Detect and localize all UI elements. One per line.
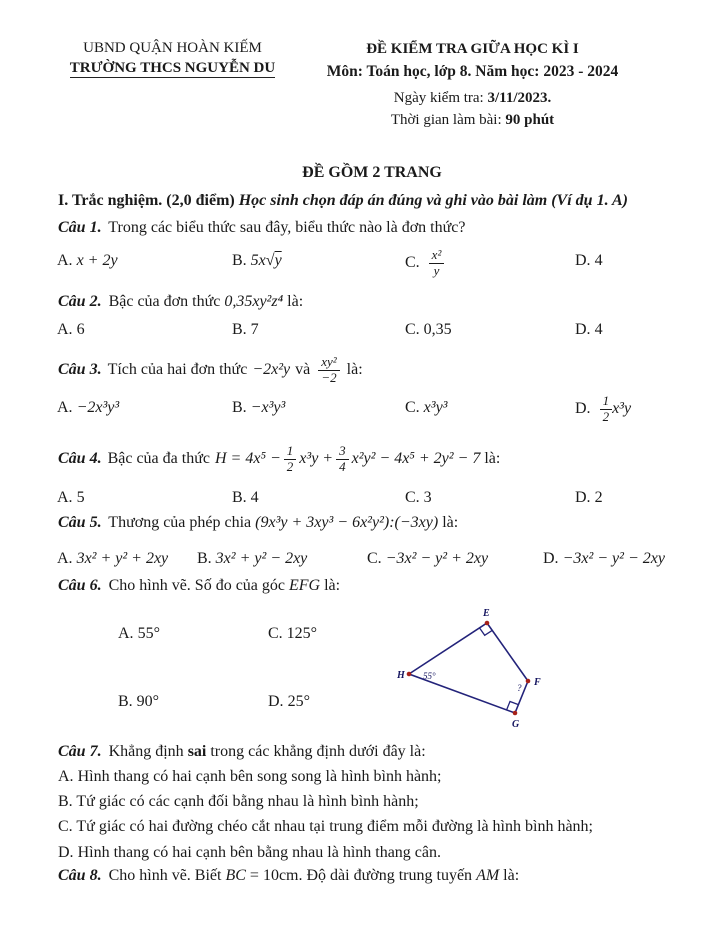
q2-option-a bbox=[57, 321, 85, 339]
q3-option-a bbox=[57, 399, 119, 417]
q4-option-c-value: 3 bbox=[423, 489, 432, 506]
question-7 bbox=[58, 743, 426, 761]
q1-option-b bbox=[232, 252, 282, 270]
q1-option-b-label: B. bbox=[232, 252, 247, 269]
question-4-expression-1: H = 4x⁵ − bbox=[214, 450, 281, 467]
question-7-label: Câu 7. bbox=[58, 743, 102, 760]
q5-option-c-value: −3x² − y² + 2xy bbox=[385, 550, 489, 567]
q1-option-a-value: x + 2y bbox=[76, 252, 118, 269]
vertex-label-f: F bbox=[534, 677, 541, 688]
q1-option-c-fraction bbox=[429, 248, 445, 279]
q2-option-d-value: 4 bbox=[594, 321, 603, 338]
question-4 bbox=[58, 439, 500, 479]
fraction-denominator: 2 bbox=[602, 408, 610, 424]
q3-option-a-value: −2x³y³ bbox=[76, 399, 120, 416]
question-3-label: Câu 3. bbox=[58, 361, 102, 378]
q7-option-a-value: Hình thang có hai cạnh bên song song là hình bình hành; bbox=[77, 768, 442, 785]
q1-option-b-radicand: y bbox=[274, 252, 282, 269]
question-3-text-end: là: bbox=[346, 361, 363, 378]
exam-date-line bbox=[300, 90, 645, 107]
question-4-fraction-2 bbox=[336, 444, 349, 475]
question-5-expression: (9x³y + 3xy³ − 6x²y²):(−3xy) bbox=[255, 514, 439, 531]
q1-option-c-label: C. bbox=[405, 254, 420, 271]
q1-option-b-coefficient: 5x bbox=[250, 252, 266, 269]
duration-label: Thời gian làm bài: bbox=[390, 112, 502, 128]
question-2-label: Câu 2. bbox=[58, 293, 102, 310]
q1-option-d bbox=[575, 252, 603, 270]
q4-option-d-label: D. bbox=[575, 489, 591, 506]
question-4-text: Bậc của đa thức bbox=[107, 450, 210, 467]
fraction-numerator: x² bbox=[429, 248, 445, 264]
angle-label-55: 55° bbox=[423, 671, 436, 681]
q6-option-d bbox=[268, 693, 310, 711]
question-4-text-end: là: bbox=[484, 450, 501, 467]
q5-option-d-label: D. bbox=[543, 550, 559, 567]
q6-option-a bbox=[118, 625, 160, 643]
angle-label-unknown: ? bbox=[517, 683, 522, 693]
q1-option-c bbox=[405, 240, 447, 286]
q2-option-c-label: C. bbox=[405, 321, 420, 338]
question-8-label: Câu 8. bbox=[58, 867, 102, 884]
q6-option-a-value: 55° bbox=[137, 625, 160, 642]
q2-option-b-value: 7 bbox=[250, 321, 259, 338]
question-8-text: Cho hình vẽ. Biết bbox=[108, 867, 222, 884]
q2-option-c bbox=[405, 321, 452, 339]
vertex-dot-f bbox=[526, 679, 531, 684]
q7-option-b bbox=[58, 793, 419, 811]
q4-option-d bbox=[575, 489, 603, 507]
vertex-label-h: H bbox=[397, 670, 405, 681]
q2-option-a-label: A. bbox=[57, 321, 73, 338]
q1-option-a-label: A. bbox=[57, 252, 73, 269]
duration-line bbox=[300, 112, 645, 129]
section-heading-note: Học sinh chọn đáp án đúng và ghi vào bài làm (Ví dụ 1. A) bbox=[238, 192, 628, 209]
question-8-value: = 10cm. bbox=[249, 867, 303, 884]
q2-option-a-value: 6 bbox=[76, 321, 85, 338]
q2-option-d bbox=[575, 321, 603, 339]
question-8 bbox=[58, 867, 519, 885]
q3-option-d-suffix: x³y bbox=[612, 400, 632, 417]
fraction-denominator: y bbox=[433, 262, 440, 278]
question-5-text-end: là: bbox=[442, 514, 459, 531]
vertex-dot-h bbox=[407, 672, 412, 677]
exam-date-value: 3/11/2023. bbox=[487, 90, 552, 106]
q3-option-b-label: B. bbox=[232, 399, 247, 416]
q6-option-d-value: 25° bbox=[287, 693, 310, 710]
q4-option-c-label: C. bbox=[405, 489, 420, 506]
q6-option-d-label: D. bbox=[268, 693, 284, 710]
vertex-dot-e bbox=[485, 621, 490, 626]
question-5 bbox=[58, 514, 458, 532]
fraction-denominator: 4 bbox=[339, 458, 346, 474]
q3-option-b bbox=[232, 399, 285, 417]
q1-option-a bbox=[57, 252, 118, 270]
fraction-numerator: 3 bbox=[336, 444, 349, 460]
question-2-text: Bậc của đơn thức bbox=[108, 293, 221, 310]
fraction-denominator: 2 bbox=[286, 458, 294, 474]
q7-option-c-value: Tứ giác có hai đường chéo cắt nhau tại trung điểm mỗi đường là hình bình hành; bbox=[76, 818, 593, 835]
q3-option-c-value: x³y³ bbox=[423, 399, 448, 416]
q1-option-d-label: D. bbox=[575, 252, 591, 269]
q3-option-d-fraction bbox=[600, 394, 613, 425]
q6-option-c-label: C. bbox=[268, 625, 283, 642]
q6-option-b-value: 90° bbox=[136, 693, 160, 710]
q2-option-b bbox=[232, 321, 259, 339]
q5-option-b-value: 3x² + y² − 2xy bbox=[215, 550, 308, 567]
question-3-text: Tích của hai đơn thức bbox=[107, 361, 248, 378]
fraction-numerator: 1 bbox=[284, 444, 297, 460]
q3-option-c-label: C. bbox=[405, 399, 420, 416]
page-count-title: ĐỀ GỒM 2 TRANG bbox=[302, 164, 442, 181]
question-1-text: Trong các biểu thức sau đây, biểu thức nào là đơn thức? bbox=[108, 219, 466, 236]
fraction-denominator: −2 bbox=[321, 369, 337, 385]
exam-date-label: Ngày kiểm tra: bbox=[393, 90, 484, 106]
exam-title-line: ĐỀ KIỂM TRA GIỮA HỌC KÌ I bbox=[366, 41, 579, 57]
section-heading bbox=[58, 192, 628, 210]
question-6-label: Câu 6. bbox=[58, 577, 102, 594]
question-4-expression-3: x²y² − 4x⁵ + 2y² − 7 bbox=[351, 450, 481, 467]
radical-sign: √ bbox=[265, 252, 275, 269]
question-2-expression: 0,35xy²z⁴ bbox=[224, 293, 284, 310]
q1-option-d-value: 4 bbox=[594, 252, 603, 269]
q7-option-d-label: D. bbox=[58, 844, 74, 861]
q6-option-c-value: 125° bbox=[286, 625, 318, 642]
q7-option-c-label: C. bbox=[58, 818, 73, 835]
fraction-numerator: xy² bbox=[318, 355, 339, 371]
q4-option-a-value: 5 bbox=[76, 489, 85, 506]
q7-option-a bbox=[58, 768, 442, 786]
q2-option-d-label: D. bbox=[575, 321, 591, 338]
question-3-fraction bbox=[318, 355, 339, 386]
question-7-text-end: trong các khẳng định dưới đây là: bbox=[210, 743, 426, 760]
q2-option-b-label: B. bbox=[232, 321, 247, 338]
school-name-text: TRƯỜNG THCS NGUYỄN DU bbox=[69, 60, 276, 76]
q3-option-d bbox=[575, 389, 631, 429]
question-4-expression-2: x³y + bbox=[299, 450, 334, 467]
q4-option-b-label: B. bbox=[232, 489, 247, 506]
question-4-label: Câu 4. bbox=[58, 450, 102, 467]
question-5-text: Thương của phép chia bbox=[108, 514, 252, 531]
q3-option-a-label: A. bbox=[57, 399, 73, 416]
q5-option-a-value: 3x² + y² + 2xy bbox=[76, 550, 169, 567]
q4-option-a bbox=[57, 489, 85, 507]
q5-option-d bbox=[543, 550, 665, 568]
q7-option-c bbox=[58, 818, 593, 836]
q4-option-b bbox=[232, 489, 259, 507]
q7-option-b-label: B. bbox=[58, 793, 73, 810]
fraction-numerator: 1 bbox=[600, 394, 613, 410]
q3-option-b-value: −x³y³ bbox=[250, 399, 286, 416]
q7-option-d-value: Hình thang có hai cạnh bên bằng nhau là hình thang cân. bbox=[77, 844, 442, 861]
question-3-expression-1: −2x²y bbox=[252, 361, 291, 378]
question-1 bbox=[58, 219, 466, 237]
question-8-text-mid: Độ dài đường trung tuyến bbox=[306, 867, 473, 884]
q7-option-b-value: Tứ giác có các cạnh đối bằng nhau là hình bình hành; bbox=[76, 793, 419, 810]
question-7-text: Khẳng định bbox=[108, 743, 184, 760]
question-4-fraction-1 bbox=[284, 444, 297, 475]
question-3 bbox=[58, 350, 363, 390]
issuer-name: UBND QUẬN HOÀN KIẾM bbox=[83, 40, 262, 56]
q5-option-c-label: C. bbox=[367, 550, 382, 567]
school-name bbox=[60, 60, 285, 77]
figure-edges bbox=[409, 623, 528, 713]
q6-option-b-label: B. bbox=[118, 693, 133, 710]
q2-option-c-value: 0,35 bbox=[423, 321, 452, 338]
question-2-text-end: là: bbox=[287, 293, 304, 310]
q4-option-a-label: A. bbox=[57, 489, 73, 506]
question-1-label: Câu 1. bbox=[58, 219, 102, 236]
q3-option-d-label: D. bbox=[575, 400, 591, 417]
question-8-text-end: là: bbox=[503, 867, 520, 884]
question-6-text-end: là: bbox=[324, 577, 341, 594]
q7-option-a-label: A. bbox=[58, 768, 74, 785]
question-8-segment-name: BC bbox=[225, 867, 246, 884]
q4-option-c bbox=[405, 489, 432, 507]
question-8-median-name: AM bbox=[476, 867, 500, 884]
q5-option-c bbox=[367, 550, 488, 568]
vertex-label-g: G bbox=[512, 719, 520, 730]
q6-option-c bbox=[268, 625, 317, 643]
duration-value: 90 phút bbox=[505, 112, 555, 128]
q5-option-b-label: B. bbox=[197, 550, 212, 567]
vertex-label-e: E bbox=[483, 608, 490, 619]
question-7-emphasis: sai bbox=[187, 743, 207, 760]
q4-option-d-value: 2 bbox=[594, 489, 603, 506]
q6-option-b bbox=[118, 693, 159, 711]
q3-option-c bbox=[405, 399, 447, 417]
question-6-angle-name: EFG bbox=[289, 577, 321, 594]
question-6-text: Cho hình vẽ. Số đo của góc bbox=[108, 577, 285, 594]
subject-line: Môn: Toán học, lớp 8. Năm học: 2023 - 2024 bbox=[326, 63, 619, 80]
q5-option-a-label: A. bbox=[57, 550, 73, 567]
q5-option-b bbox=[197, 550, 307, 568]
q7-option-d bbox=[58, 844, 441, 862]
q6-option-a-label: A. bbox=[118, 625, 134, 642]
q4-option-b-value: 4 bbox=[250, 489, 259, 506]
header-left-block bbox=[60, 40, 285, 77]
q5-option-a bbox=[57, 550, 168, 568]
question-2 bbox=[58, 293, 303, 311]
question-6 bbox=[58, 577, 340, 595]
section-heading-main: I. Trắc nghiệm. (2,0 điểm) bbox=[58, 192, 235, 209]
q5-option-d-value: −3x² − y² − 2xy bbox=[562, 550, 665, 567]
quadrilateral-figure bbox=[396, 600, 546, 735]
vertex-dot-g bbox=[513, 711, 518, 716]
question-5-label: Câu 5. bbox=[58, 514, 102, 531]
question-3-text-mid: và bbox=[295, 361, 311, 378]
